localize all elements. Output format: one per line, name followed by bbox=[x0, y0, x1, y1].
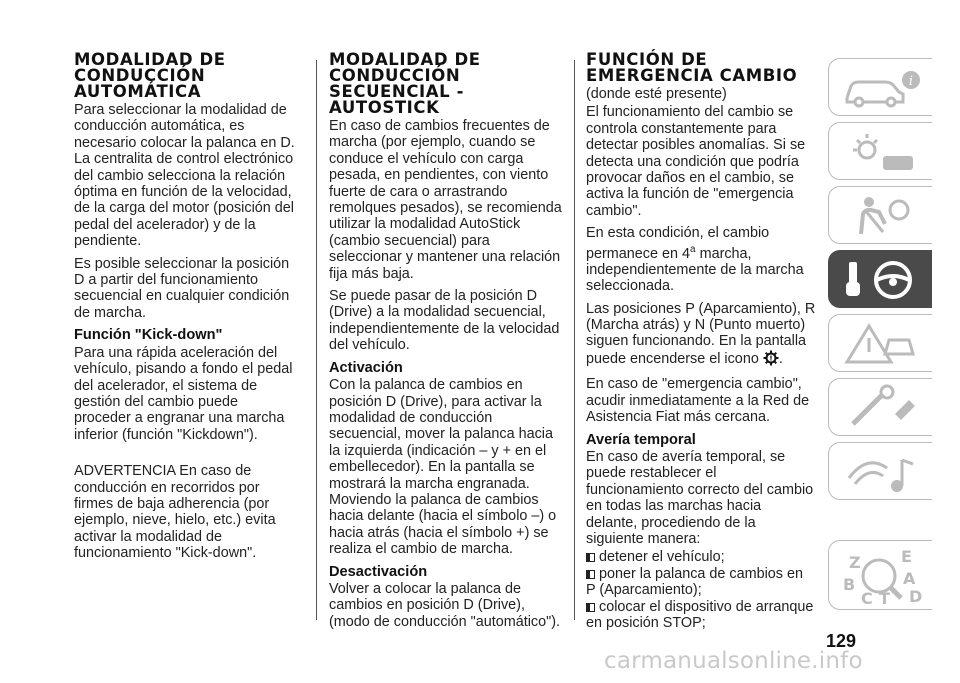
list-item: detener el vehículo; bbox=[586, 549, 816, 565]
bullet-icon bbox=[586, 603, 595, 612]
key-steering-wheel-icon bbox=[839, 256, 923, 304]
svg-text:i: i bbox=[908, 74, 914, 89]
tab-starting-driving[interactable] bbox=[828, 250, 932, 308]
paragraph: En caso de cambios frecuentes de marcha (por ejemplo, cuando se conduce el vehículo con carga pesada, en pendientes, con viento fuerte de cara o arrastrando remolques pesados), se recomienda utilizar la modalidad AutoStick (cambio secuencial) para seleccionar y mantener una relación fija más baja. bbox=[329, 118, 562, 282]
index-letter: D bbox=[909, 587, 923, 606]
footer-watermark: carmanualsonline.info bbox=[604, 648, 863, 674]
heading-emergency: FUNCIÓN DE EMERGENCIA CAMBIO bbox=[586, 50, 798, 85]
tab-car-info[interactable] bbox=[828, 58, 932, 116]
heading-temporary-fault: Avería temporal bbox=[586, 431, 696, 448]
index-icon bbox=[839, 546, 923, 606]
paragraph: En caso de avería temporal, se puede restablecer el funcionamiento correcto del cambio en todas las marchas hacia delante, procediendo de la siguiente manera: bbox=[586, 448, 814, 547]
tab-maintenance[interactable] bbox=[828, 378, 932, 436]
column-divider bbox=[316, 60, 317, 620]
index-letter: A bbox=[903, 569, 916, 588]
heading-kickdown: Función "Kick-down" bbox=[74, 327, 223, 344]
column-2 bbox=[329, 52, 563, 636]
index-letter: T bbox=[879, 589, 890, 606]
column-divider bbox=[574, 60, 575, 620]
column-1 bbox=[74, 52, 296, 568]
column-3 bbox=[586, 52, 816, 631]
svg-text:!: ! bbox=[769, 354, 773, 363]
gearbox-warning-icon bbox=[763, 350, 779, 370]
subtitle: (donde esté presente) bbox=[586, 86, 727, 102]
paragraph: Para seleccionar la modalidad de conducción automática, es necesario colocar la palanca en D. La centralita de control electrónico del cambio selecciona la relación óptima en función de la velocidad, de la carga del motor (posición del pedal del acelerador) y de la pendiente. bbox=[74, 102, 295, 250]
warning-paragraph: ADVERTENCIA En caso de conducción en recorridos por firmes de baja adherencia (por ejemplo, nieve, hielo, etc.) evita activar la modalidad de funcionamiento "Kick-down". bbox=[74, 463, 276, 562]
paragraph: Las posiciones P (Aparcamiento), R (Marcha atrás) y N (Punto muerto) siguen funcionando. En la pantalla puede encenderse el icono ! . bbox=[586, 301, 816, 371]
seatbelt-airbag-icon bbox=[839, 192, 923, 240]
index-letter: B bbox=[843, 575, 856, 594]
heading-deactivation: Desactivación bbox=[329, 563, 428, 580]
tab-multimedia[interactable] bbox=[828, 442, 932, 500]
bullet-icon bbox=[586, 553, 595, 562]
paragraph: Con la palanca de cambios en posición D (Drive), para activar la modalidad de conducción secuencial, mover la palanca hacia la izquierda (indicación – y + en el embellecedor). En la pantalla se mostrará la marcha engranada. Moviendo la palanca de cambios hacia delante (hacia el símbolo –) o hacia atrás (hacia el símbolo +) se realiza el cambio de marcha. bbox=[329, 377, 557, 558]
paragraph: El funcionamiento del cambio se controla constantemente para detectar posibles anomalías. Si se detecta una condición que podría provocar daños en el cambio, se activa la función de "emergencia cambio". bbox=[586, 104, 806, 219]
tab-index[interactable] bbox=[828, 540, 932, 610]
warning-road-icon bbox=[839, 320, 923, 368]
tab-safety[interactable] bbox=[828, 186, 932, 244]
index-letter: C bbox=[861, 589, 873, 606]
heading-sequential-mode: MODALIDAD DE CONDUCCIÓN SECUENCIAL - AUTOSTICK bbox=[329, 50, 481, 117]
paragraph: Para una rápida aceleración del vehículo, pisando a fondo el pedal del acelerador, el sistema de gestión del cambio puede proceder a engranar una marcha inferior (función "Kickdown"). bbox=[74, 344, 293, 443]
page-number: 129 bbox=[826, 631, 857, 651]
heading-automatic-mode: MODALIDAD DE CONDUCCIÓN AUTOMÁTICA bbox=[74, 50, 226, 101]
paragraph: Es posible seleccionar la posición D a partir del funcionamiento secuencial en cualquier condición de marcha. bbox=[74, 255, 290, 321]
bullet-icon bbox=[586, 570, 595, 579]
car-info-icon bbox=[839, 64, 923, 112]
index-letter: Z bbox=[849, 553, 861, 572]
list-item: poner la palanca de cambios en P (Aparcamiento); bbox=[586, 565, 804, 599]
multimedia-icon bbox=[839, 448, 923, 496]
heading-activation: Activación bbox=[329, 359, 403, 376]
lights-icon bbox=[839, 128, 923, 176]
list-item: colocar el dispositivo de arranque en posición STOP; bbox=[586, 598, 814, 631]
tools-icon bbox=[839, 384, 923, 432]
paragraph: Volver a colocar la palanca de cambios en posición D (Drive), (modo de conducción "automático"). bbox=[329, 580, 560, 630]
paragraph: En esta condición, el cambio permanece en 4$^a$ marcha, independientemente de la marcha seleccionada. bbox=[586, 225, 804, 295]
tab-emergency[interactable] bbox=[828, 314, 932, 372]
paragraph: Se puede pasar de la posición D (Drive) a la modalidad secuencial, independientemente de la velocidad del vehículo. bbox=[329, 288, 560, 354]
index-letter: E bbox=[901, 547, 912, 566]
tab-lights[interactable] bbox=[828, 122, 932, 180]
paragraph: En caso de "emergencia cambio", acudir inmediatamente a la Red de Asistencia Fiat más cercana. bbox=[586, 376, 810, 426]
